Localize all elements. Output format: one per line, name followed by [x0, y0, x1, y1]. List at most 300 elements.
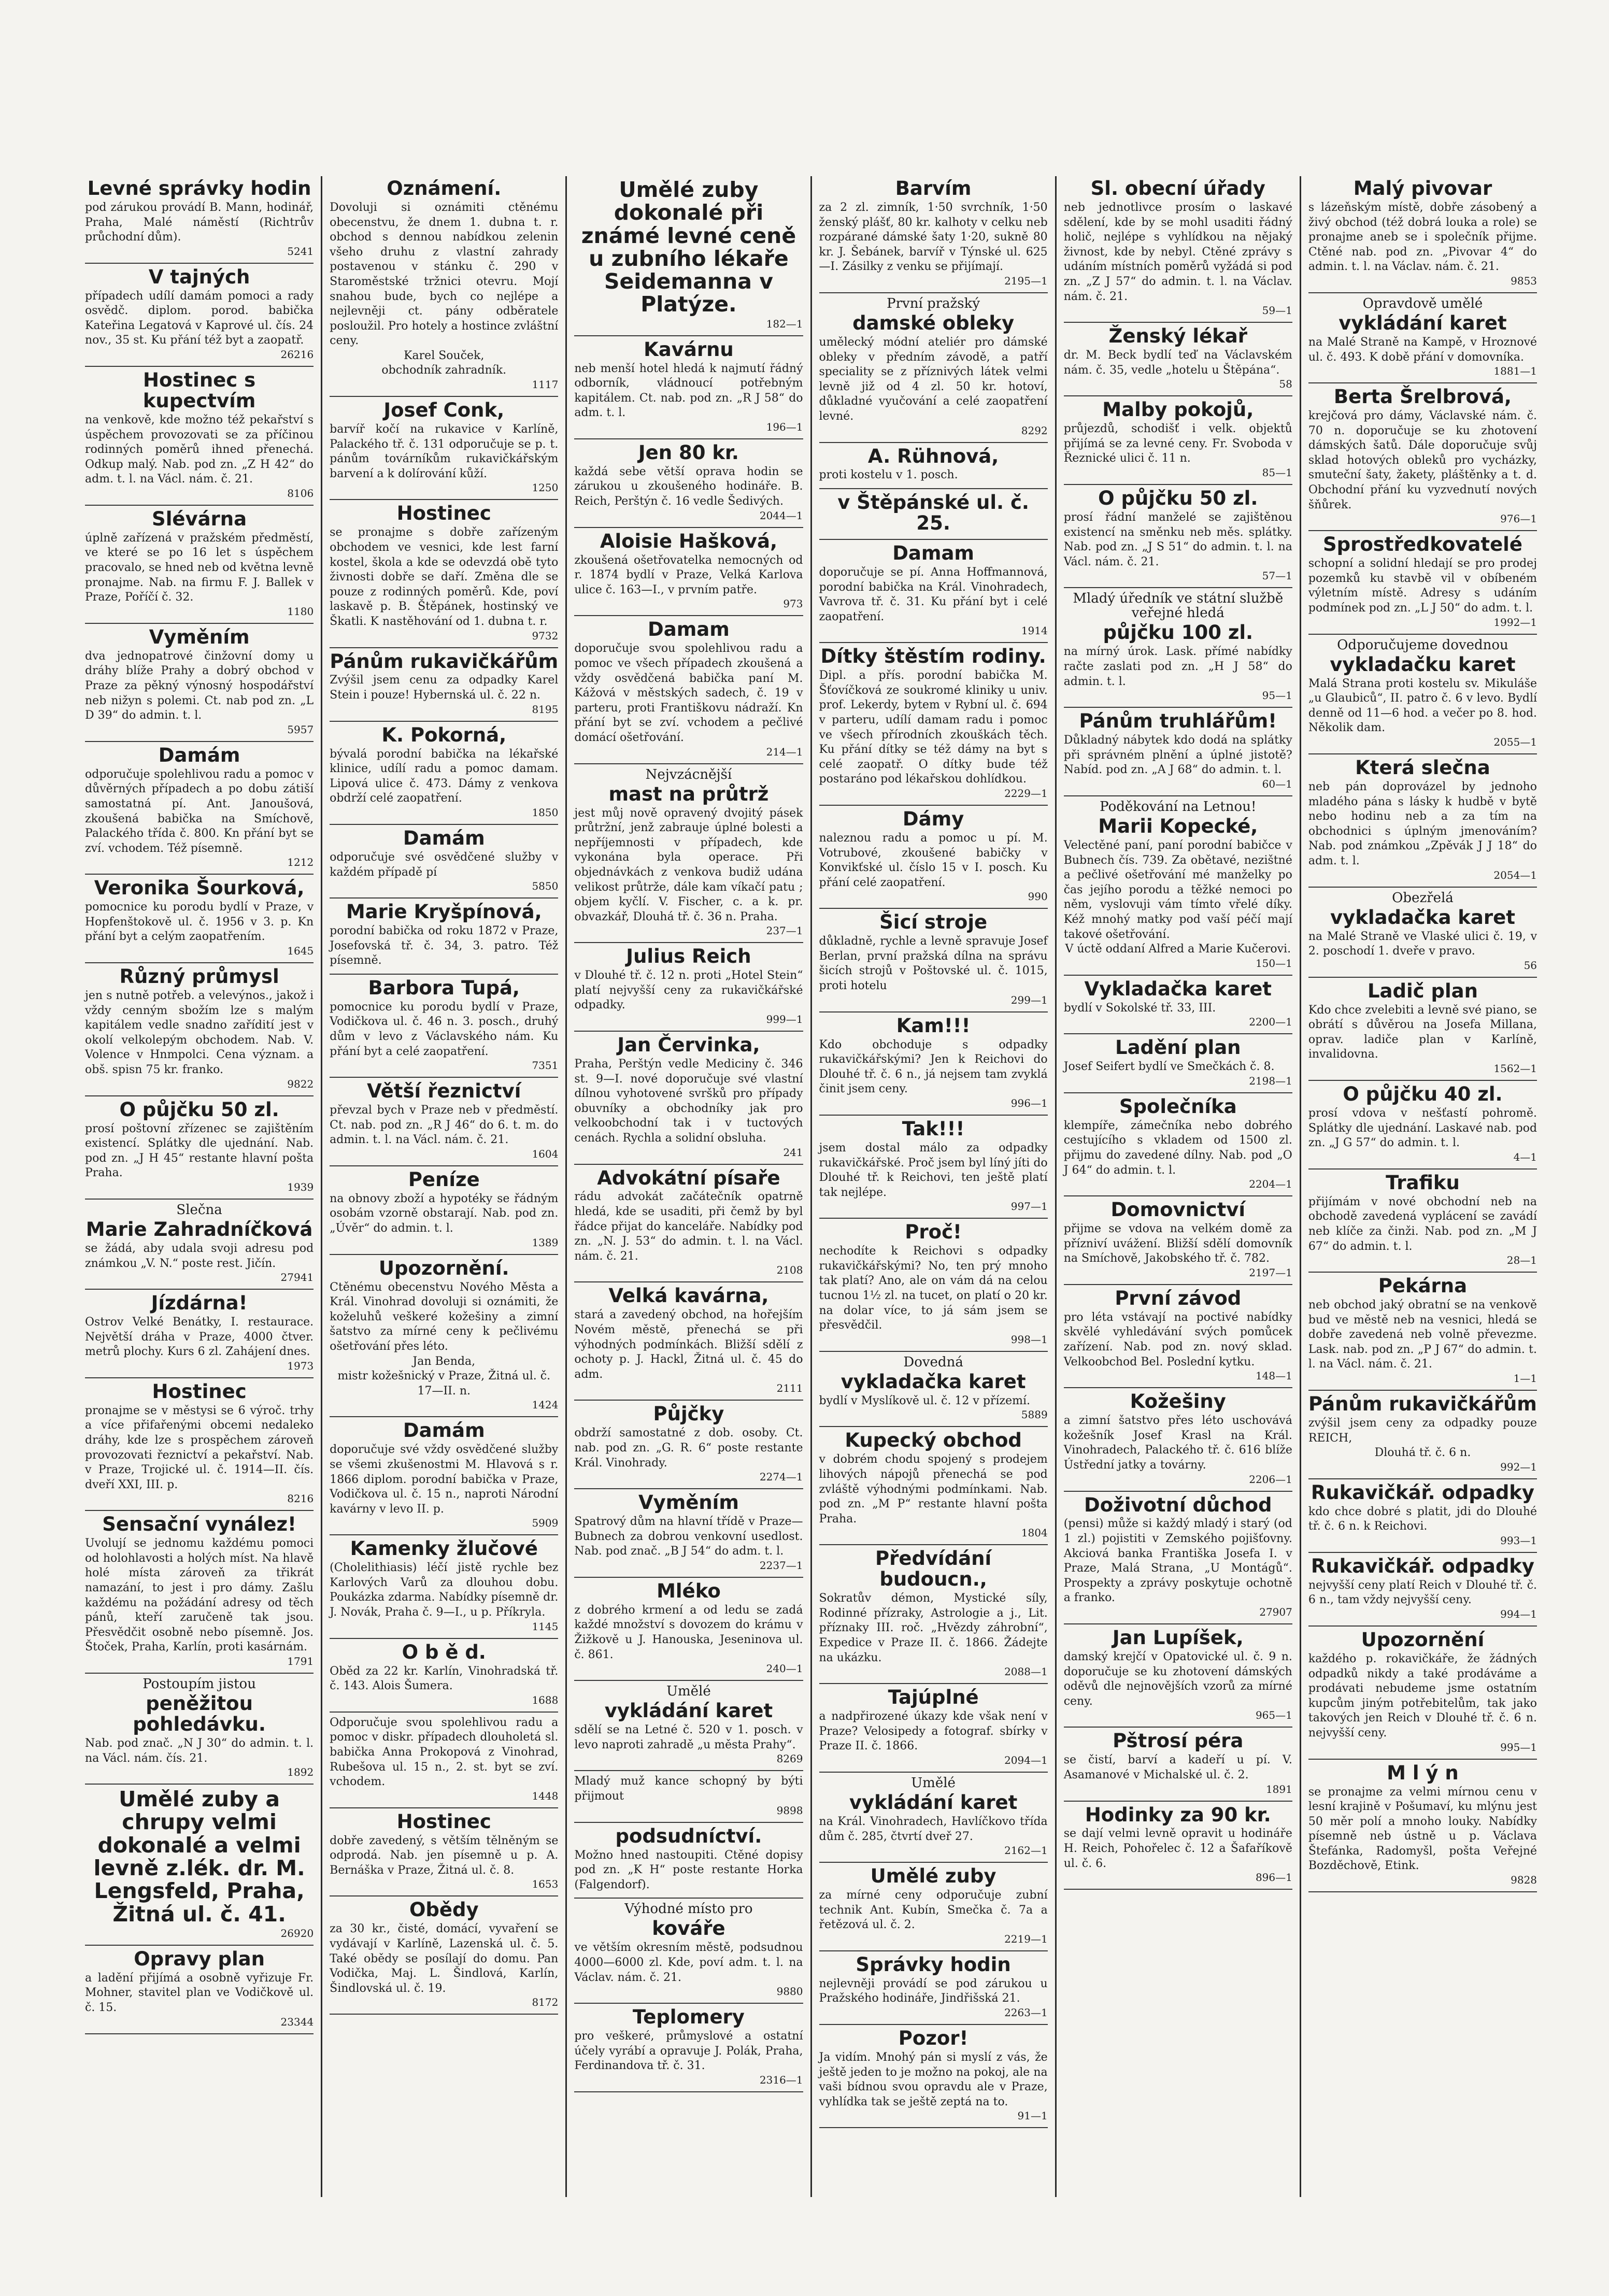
ad-body: proti kostelu v 1. posch. — [819, 468, 958, 482]
classified-ad — [330, 1642, 558, 1706]
classified-ad — [1064, 1037, 1292, 1087]
ad-body: se žádá, aby udala svoji adresu pod známkou „V. N.“ poste rest. Jičín. — [85, 1242, 314, 1270]
ad-divider — [1308, 292, 1537, 293]
ad-divider — [819, 1544, 1048, 1545]
ad-divider — [330, 824, 558, 825]
ad-code: 973 — [783, 597, 803, 610]
ad-heading: Rukavičkář. odpadky — [1311, 1481, 1535, 1504]
ad-code: 26920 — [280, 1927, 314, 1940]
ad-body: na mírný úrok. Lask. přímé nabídky račte zaslati pod zn. „H J 58“ do admin. t. l. — [1063, 645, 1292, 688]
ad-heading: půjčku 100 zl. — [1103, 621, 1254, 644]
ad-body: obdrží samostatné z dob. osoby. Ct. nab. pod zn. „G. R. 6“ poste restante Král. Vinohrady. — [574, 1427, 803, 1470]
ad-code: 995—1 — [1500, 1741, 1537, 1753]
ad-body: na obnovy zboží a hypotéky se řádným osobám vzorně obstarají. Nab. pod zn. „Úvěr“ do admin. t. l. — [330, 1192, 559, 1235]
ad-heading: Společníka — [1119, 1095, 1237, 1118]
ad-code: 1389 — [532, 1236, 559, 1249]
classified-ad — [1064, 1805, 1292, 1884]
ad-heading: Pánům rukavičkářům — [330, 650, 559, 673]
column-3 — [567, 176, 811, 2197]
ad-heading: v Štěpánské ul. č. 25. — [837, 491, 1029, 535]
ad-body: neb jednotlivce prosím o laskavé sdělení, kde by se mohl usaditi řádný holič, nejlépe s vyhlídkou na nějaký živnost, kde by nebyl. Ctěné zprávy s udáním místních poměrů vyžádá si pod zn. „Z J 57“ do admin. t. l. na Václav. nám. č. 21. — [1063, 201, 1292, 303]
column-2 — [322, 176, 567, 2197]
ad-body: na Král. Vinohradech, Havlíčkovo třída dům č. 285, čtvrtí dveř 27. — [819, 1815, 1048, 1843]
ad-heading: Správky hodin — [856, 1953, 1011, 1976]
ad-body: prosí vdova v nešťastí pohromě. Splátky dle ujednání. Laskavé nab. pod zn. „J G 57“ do admin. t. l. — [1308, 1107, 1537, 1150]
ad-code: 27941 — [280, 1271, 314, 1284]
ad-heading: Opravy plan — [134, 1947, 265, 1970]
ad-divider — [819, 488, 1048, 489]
ad-code: 9828 — [1511, 1874, 1537, 1887]
ad-body: z dobrého krmení a od ledu se zadá každé množství s dovozem do krámu v Žižkově u J. Hanouska, Jeseninova ul. č. 861. — [574, 1603, 803, 1661]
ad-code: 999—1 — [766, 1013, 803, 1026]
ad-body: Dipl. a přís. porodní babička M. Šťovíčková ze soukromé kliniky u univ. prof. Lekerdy, bytem v Rybní ul. č. 694 v parteru, udílí damam radu i pomoc ve všech přírodních zkouškách těch. Ku přání dítky se též dámy na byt s celé zaopatř. O dítky bude též postaráno pod lékařskou dohlídkou. — [819, 669, 1048, 786]
ad-divider — [574, 1822, 803, 1823]
ad-code: 976—1 — [1500, 512, 1537, 525]
ad-divider — [1308, 753, 1537, 754]
ad-code: 1688 — [532, 1693, 559, 1706]
classified-ad — [819, 1355, 1048, 1421]
ad-code: 8216 — [287, 1492, 314, 1505]
ad-heading: kováře — [652, 1917, 725, 1940]
ad-heading: Kam!!! — [896, 1014, 971, 1037]
ad-code: 994—1 — [1500, 1608, 1537, 1621]
ad-code: 998—1 — [1010, 1333, 1048, 1346]
classified-ad — [330, 1716, 558, 1802]
classified-ad — [330, 1420, 558, 1529]
ad-heading: O půjčku 50 zl. — [119, 1098, 279, 1121]
ad-body: Velectěné paní, paní porodní babičce v Bubnech čís. 739. Za obětavé, nezištné a pečlivé ošetřování mé manželky po čas jejího porodu a těžké nemoci po něm, vyslovuji vám tímto vřelé díky. Kéž mnohý matky pod vaší péčí mají takové ošetřování. — [1063, 838, 1292, 941]
ad-body: na Malé Straně ve Vlaské ulici č. 19, v 2. poschodí 1. dveře v pravo. — [1308, 930, 1537, 958]
classified-ad — [574, 1684, 803, 1765]
ad-heading: V tajných — [148, 265, 250, 288]
ad-kicker: Opravdově umělé — [1362, 295, 1483, 311]
ad-code: 5889 — [1021, 1408, 1048, 1421]
ad-divider — [1308, 1390, 1537, 1391]
ad-divider — [574, 1898, 803, 1899]
ad-kicker: Výhodné místo pro — [624, 1901, 753, 1917]
ad-code: 9898 — [776, 1804, 803, 1817]
ad-heading: Slévárna — [152, 507, 247, 530]
ad-heading: Pánům rukavičkářům — [1308, 1393, 1537, 1416]
ad-code: 8269 — [776, 1752, 803, 1765]
classified-ad — [330, 400, 558, 494]
ad-divider — [574, 1031, 803, 1032]
classified-ad — [1308, 1084, 1537, 1163]
ad-divider — [1308, 1552, 1537, 1553]
ad-heading: Josef Conk, — [383, 399, 505, 422]
ad-heading: Pekárna — [1378, 1275, 1468, 1297]
ad-code: 150—1 — [1255, 957, 1292, 969]
ad-body: průjezdů, schodišť i velk. objektů přijímá se za levné ceny. Fr. Svoboda v Řeznické ulici č. 11 n. — [1063, 422, 1292, 465]
ad-heading: vykladačku karet — [1330, 653, 1516, 676]
ad-heading: O b ě d. — [402, 1641, 486, 1663]
ad-divider — [1064, 1284, 1292, 1285]
ad-heading: Mléko — [657, 1579, 721, 1602]
classified-ad — [819, 1548, 1048, 1678]
ad-body: se čistí, barví a kadeří u pí. V. Asamanové v Michalské ul. č. 2. — [1063, 1753, 1292, 1781]
classified-ad — [1064, 1288, 1292, 1382]
ad-heading: Tak!!! — [902, 1117, 965, 1140]
ad-divider — [1064, 1727, 1292, 1728]
ad-heading: Teplomery — [632, 2006, 745, 2029]
ad-heading: vykladačka karet — [841, 1370, 1026, 1393]
ad-code: 5850 — [532, 880, 559, 893]
ad-heading: Upozornění — [1361, 1629, 1485, 1651]
ad-kicker: Obezřelá — [1392, 890, 1454, 906]
ad-body: se dají velmi levně opravit u hodináře H. Reich, Pohořelec č. 12 a Šafaříkově ul. č. 6. — [1063, 1827, 1292, 1870]
newspaper-page — [78, 176, 1544, 2197]
ad-divider — [574, 527, 803, 528]
ad-body: jest můj nově opravený dvojitý pásek průtržní, jenž zabrauje úplné bolesti a nepříjemnosti v případech, kde vykonána byla operace. Při objednávkách z venkova budiž udána velikost průtrže, dále kam víkačí patu ; objem kyčlí. V. Fischer, c. a k. pr. obvazkář, Dlouhá tř. č. 36 n. Praha. — [574, 806, 803, 923]
ad-body: nejvyšší ceny platí Reich v Dlouhé tř. č. 6 n., tam vždy nejvyšší ceny. — [1308, 1578, 1537, 1607]
ad-divider — [574, 1281, 803, 1282]
classified-ad — [819, 543, 1048, 637]
ad-heading: Obědy — [409, 1899, 479, 1921]
ad-heading: Hodinky za 90 kr. — [1085, 1803, 1271, 1826]
ad-divider — [819, 1862, 1048, 1863]
ad-footer: mistr kožešnický v Praze, Žitná ul. č. 17—II. n. — [337, 1370, 551, 1397]
ad-body: pro veškeré, průmyslové a ostatní účely vyrábí a opravuje J. Polák, Praha, Ferdinandova tř. č. 31. — [574, 2030, 803, 2073]
ad-divider — [1064, 975, 1292, 976]
ad-code: 23344 — [280, 2015, 314, 2028]
ad-heading: Jan Červinka, — [617, 1034, 760, 1057]
ad-code: 9732 — [532, 629, 559, 642]
ad-code: 56 — [1523, 959, 1537, 972]
ad-heading: A. Rühnová, — [867, 445, 999, 467]
ad-code: 60—1 — [1262, 777, 1292, 790]
ad-code: 237—1 — [766, 924, 803, 937]
ad-divider — [574, 1770, 803, 1771]
classified-ad — [819, 1776, 1048, 1857]
ad-body: neb obchod jaký obratní se na venkově bud ve městě neb na vesnici, hledá se dobře zavedená neb volně převezme. Lask. nab. pod zn. „P J 67“ do admin. t. l. na Václ. nám. č. 21. — [1308, 1299, 1537, 1371]
ad-divider — [819, 1950, 1048, 1951]
classified-ad — [819, 1222, 1048, 1346]
ad-divider — [85, 2033, 314, 2034]
ad-body: Mladý muž kance schopný by býti přijmout — [574, 1775, 803, 1803]
ad-code: 8172 — [532, 1996, 559, 2009]
classified-ad — [1064, 488, 1292, 582]
ad-body: každého p. rokavičkáře, že žádných odpadků nikdy a také prodáváme a prodávati nebudeme jsme ostatním kupcům jiným potřebitelům, tak jako takových jen Reich v Dlouhé tř. č. 6 n. nejvyšší ceny. — [1308, 1652, 1537, 1739]
classified-ad — [85, 1788, 314, 1940]
ad-code: 2263—1 — [1004, 2006, 1048, 2019]
ad-divider — [85, 263, 314, 264]
classified-ad — [1308, 296, 1537, 377]
ad-body: a zimní šatstvo přes léto uschovává kožešník Josef Krasl na Král. Vinohradech, Palackého tř. č. 616 blíže Ústřední jatky a továrny. — [1063, 1414, 1292, 1472]
classified-ad — [330, 902, 558, 968]
ad-kicker: Poděkování na Letnou! — [1100, 798, 1257, 815]
ad-body: doporučuje své vždy osvědčené služby se všemi zkušenostmi M. Hlavová s r. 1866 diplom. porodní babička v Praze, Vodičkova ul. č. 15 n., naproti Národní kavárny v levo II. p. — [330, 1443, 559, 1516]
ad-heading: Barbora Tupá, — [368, 976, 520, 999]
classified-ad — [574, 946, 803, 1025]
classified-ad — [574, 1826, 803, 1893]
classified-ad — [330, 1538, 558, 1632]
ad-body: doporučuje se pí. Anna Hoffmannová, porodní babička na Král. Vinohradech, Vavrova tř. č. 31. Ku přání byt i celé zaopatření. — [819, 565, 1048, 623]
ad-code: 997—1 — [1010, 1200, 1048, 1213]
ad-body: nechodíte k Reichovi s odpadky rukavičkářskými? No, ten prý mnoho tak platí? Ano, ale on vám dá na celou tucnou 1½ zl. na tucet, on platí o 20 kr. na dolar více, to já sám jsem se přesvědčil. — [819, 1245, 1048, 1332]
ad-code: 2054—1 — [1493, 868, 1537, 881]
ad-divider — [330, 1638, 558, 1639]
ad-body: se pronajme s dobře zařízeným obchodem ve vesnici, kde lest farní kostel, škola a kde se odevzdá obě tyto živnosti dobře se daří. Změna dle se pouze z rodinných poměrů. Kde, poví laskavě p. B. Štěpánek, hostinský ve Škatli. K nastěhování od 1. dubna t. r. — [330, 526, 559, 628]
ad-heading: Advokátní písaře — [597, 1166, 780, 1189]
classified-ad — [85, 1293, 314, 1372]
ad-code: 196—1 — [766, 420, 803, 433]
ad-divider — [819, 908, 1048, 909]
ad-divider — [330, 1077, 558, 1078]
classified-ad — [1064, 1628, 1292, 1721]
ad-body: ve větším okresním městě, podsudnou 4000—6000 zl. Kde, poví adm. t. l. na Václav. nám. č. 21. — [574, 1941, 803, 1984]
ad-body: za 30 kr., čisté, domácí, vyvaření se vydávají v Karlíně, Lazenská ul. č. 5. Také obědy se posílají do domu. Pan Vodička, Maj. L. Šindlová, Karlín, Šindlovská ul. č. 19. — [330, 1922, 559, 1995]
ad-body: v Dlouhé tř. č. 12 n. proti „Hotel Stein“ platí nejvyšší ceny za rukavičkářské odpadky. — [574, 969, 803, 1012]
ad-body: Oběd za 22 kr. Karlín, Vinohradská tř. č. 143. Alois Šumera. — [330, 1664, 559, 1693]
ad-footer: obchodník zahradník. — [381, 364, 507, 377]
ad-body: prosí řádní manželé se zajištěnou existencí na směnku neb měs. splátky. Nab. pod zn. „J S 51“ do admin. t. l. na Václ. nám. č. 21. — [1063, 510, 1292, 568]
ad-body: a ladění přijímá a osobně vyřizuje Fr. Mohner, stavitel plan ve Vodičkově ul. č. 15. — [85, 1971, 314, 2014]
ad-heading: Hostinec — [396, 1810, 491, 1833]
classified-ad — [1308, 891, 1537, 972]
ad-code: 965—1 — [1255, 1709, 1292, 1722]
classified-ad — [85, 1514, 314, 1667]
classified-ad — [574, 1492, 803, 1572]
ad-heading: Různý průmysl — [119, 965, 279, 988]
ad-code: 992—1 — [1500, 1460, 1537, 1473]
classified-ad — [330, 1081, 558, 1160]
ad-kicker: Umělé — [666, 1684, 711, 1700]
ad-divider — [330, 1165, 558, 1166]
ad-code: 990 — [1028, 890, 1048, 903]
ad-code: 5241 — [287, 245, 314, 258]
ad-divider — [1064, 395, 1292, 396]
ad-body: krejčová pro dámy, Václavské nám. č. 70 n. doporučuje se ku zhotovení dámských šatů. Dále doporučuje svůj sklad hotových obleků pro vycházky, smuteční šaty, žakety, pláštěnky a t. d. Obchodní přání ku vyzvednutí nových šňůrek. — [1308, 409, 1537, 511]
ad-heading: O půjčku 40 zl. — [1343, 1083, 1503, 1106]
ad-heading: Hostinec s kupectvím — [143, 369, 256, 412]
ad-divider — [819, 292, 1048, 293]
ad-divider — [819, 1115, 1048, 1116]
ad-divider — [330, 499, 558, 500]
ad-body: jen s nutně potřeb. a velevýnos., jakož i vždy cenným sbožím lze s malým kapitálem vedle snadno zařídití jest v okolí velkolepým obchodem. Nab. V. Volence v Hnmpolci. Cena význam. a obš. spisn 75 kr. franko. — [85, 989, 314, 1076]
ad-divider — [85, 623, 314, 624]
classified-ad — [330, 651, 558, 716]
classified-ad — [1308, 178, 1537, 287]
ad-divider — [1064, 484, 1292, 485]
ad-body: Možno hned nastoupiti. Ctěné dopisy pod zn. „K H“ poste restante Horka (Falgendorf). — [574, 1848, 803, 1891]
ad-code: 2108 — [776, 1264, 803, 1277]
ad-body: přijme se vdova na velkém domě za přízniví uvážení. Bližší sdělí domovník na Smíchově, Jakobského tř. č. 782. — [1063, 1222, 1292, 1265]
ad-body: odporučuje své osvědčené služby v každém případě pí — [330, 850, 559, 879]
classified-ad — [819, 1430, 1048, 1539]
ad-code: 896—1 — [1255, 1871, 1292, 1884]
ad-divider — [574, 942, 803, 943]
ad-heading: Sensační vynález! — [102, 1513, 296, 1536]
column-6 — [1301, 176, 1544, 2197]
ad-heading: Umělé zuby dokonalé při známé levné ceně u zubního lékaře Seidemanna v Platýze. — [581, 177, 796, 317]
ad-body: Praha, Perštýn vedle Mediciny č. 346 st. 9—I. nové doporučuje své vlastní dílnou vyhotovené svršků pro případy obuvníky a obchodníky jak pro velkoobchodní tak i v tuctových cenách. Rychla a solidní obsluha. — [574, 1057, 803, 1145]
classified-ad — [330, 1812, 558, 1891]
ad-heading: Hostinec — [396, 502, 491, 525]
ad-divider — [574, 1577, 803, 1578]
ad-code: 9880 — [776, 1985, 803, 1998]
ad-heading: Vyměním — [149, 625, 250, 648]
classified-ad — [574, 531, 803, 610]
ad-divider — [1064, 1491, 1292, 1492]
ad-code: 5957 — [287, 723, 314, 736]
ad-body: Kdo chce zvelebiti a levně své piano, se obrátí s důvěrou na Josefa Millana, oprav. ladiče plan v Karlíně, invalidovna. — [1308, 1003, 1537, 1061]
classified-ad — [574, 1581, 803, 1675]
ad-body: s lázeňským místě, dobře zásobený a živý obchod (též dobrá louka a role) se pronajme aneb se i společník přijme. Ctěné nab. pod zn. „Pivovar 4“ do admin. t. l. na Václav. nám. č. 21. — [1308, 201, 1537, 274]
ad-heading: Hostinec — [152, 1380, 247, 1403]
classified-ad — [1308, 1276, 1537, 1385]
ad-divider — [1064, 1387, 1292, 1388]
ad-heading: O půjčku 50 zl. — [1098, 487, 1258, 509]
classified-ad — [574, 178, 803, 330]
ad-heading: Jan Lupíšek, — [1112, 1627, 1244, 1649]
ad-code: 2274—1 — [759, 1471, 803, 1484]
ad-divider — [1064, 795, 1292, 796]
ad-divider — [1308, 1625, 1537, 1627]
ad-divider — [819, 1772, 1048, 1773]
classified-ad — [85, 509, 314, 618]
ad-divider — [1308, 382, 1537, 383]
ad-divider — [85, 505, 314, 506]
classified-ad — [819, 2028, 1048, 2122]
ad-code: 8195 — [532, 703, 559, 716]
classified-ad — [1064, 591, 1292, 702]
classified-ad — [330, 725, 558, 819]
classified-ad — [1064, 1391, 1292, 1485]
ad-code: 58 — [1279, 378, 1292, 391]
ad-heading: Julius Reich — [626, 945, 751, 968]
ad-divider — [85, 366, 314, 367]
classified-ad — [330, 1170, 558, 1249]
ad-body: Důkladný nábytek kdo dodá na splátky při správném plnění a úplné jistotě? Nabíd. pod zn. „A J 68“ do admin. t. l. — [1063, 734, 1292, 777]
ad-divider — [330, 1895, 558, 1896]
ad-divider — [574, 1680, 803, 1681]
ad-body: pro léta vstávají na poctivé nabídky skvělé vyhledávání svých pomůcek zařízení. Nab. pod zn. nový sklad. Velkoobchod Bel. Poslední kytku. — [1063, 1310, 1292, 1368]
classified-ad — [1308, 1173, 1537, 1266]
ad-code: 28—1 — [1506, 1254, 1537, 1267]
ad-divider — [819, 442, 1048, 443]
ad-code: 1881—1 — [1493, 365, 1537, 378]
classified-ad — [85, 370, 314, 500]
ad-divider — [1064, 707, 1292, 708]
ad-body: důkladně, rychle a levně spravuje Josef Berlan, první pražská dílna na správu šicích strojů v Poštovské ul. č. 1015, proti hotelu — [819, 935, 1048, 993]
classified-ad — [1308, 981, 1537, 1075]
ad-divider — [1308, 1272, 1537, 1273]
ad-divider — [819, 805, 1048, 806]
ad-heading: Větší řeznictví — [367, 1080, 521, 1103]
ad-code: 27907 — [1259, 1606, 1292, 1619]
ad-divider — [1308, 530, 1537, 531]
ad-body: Kdo obchoduje s odpadky rukavičkářskými? Jen k Reichovi do Dlouhé tř. č. 6 n., já nejsem tam zvyklá činit jsem ceny. — [819, 1038, 1048, 1096]
ad-body: odporučuje spolehlivou radu a pomoc v důvěrných případech a po dobu zátiší samostatná pí. Ant. Janoušová, zkoušená babička na Smíchově, Palackého třída č. 800. Kn přání byt se zví. vchodem. Též písemně. — [85, 767, 314, 855]
ad-divider — [330, 1416, 558, 1417]
classified-ad — [330, 503, 558, 641]
classified-ad — [1064, 711, 1292, 790]
classified-ad — [1064, 1495, 1292, 1619]
ad-heading: Damam — [892, 541, 974, 564]
ad-divider — [574, 615, 803, 616]
ad-divider — [85, 1095, 314, 1096]
ad-code: 8292 — [1021, 424, 1048, 437]
classified-ad — [574, 1902, 803, 1998]
ad-heading: Která slečna — [1355, 756, 1490, 779]
ad-heading: podsudníctví. — [615, 1824, 762, 1847]
ad-divider — [1064, 1092, 1292, 1093]
ad-body: Dovoluji si oznámiti ctěnému obecenstvu, že dnem 1. dubna t. r. obchod s dennou nabídkou zelenin všeho druhu z vlastní zahrady postavenou v stánku č. 290 v Staroměstské tržnici otevru. Mojí snahou bude, bych co nejlépe a nejlevněji ct. pány odběratele posloužil. Pro hotely a hostince zvláštní ceny. — [330, 201, 559, 348]
ad-heading: Jen 80 kr. — [638, 441, 739, 464]
ad-body: nejlevněji provádí se pod zárukou u Pražského hodináře, Jindřišská 21. — [819, 1977, 1048, 2005]
ad-divider — [1064, 587, 1292, 588]
ad-body: dobře zavedený, s větším tělněným se odprodá. Nab. jen písemně u p. A. Bernáška v Praze, Žitná ul. č. 8. — [330, 1834, 559, 1877]
ad-code: 95—1 — [1262, 689, 1292, 702]
ad-code: 2237—1 — [759, 1559, 803, 1572]
classified-ad — [85, 1203, 314, 1284]
ad-code: 1—1 — [1513, 1372, 1537, 1385]
ad-body: každá sebe větší oprava hodin se zárukou u zkoušeného hodináře. B. Reich, Perštýn č. 16 vedle Šedivých. — [574, 465, 803, 508]
ad-heading: Jízdárna! — [151, 1292, 248, 1315]
classified-ad — [574, 1404, 803, 1483]
classified-ad — [85, 1677, 314, 1778]
ad-heading: Kupecký obchod — [845, 1429, 1022, 1452]
ad-body: barvíř kočí na rukavice v Karlíně, Palackého tř. č. 131 odporučuje se p. t. pánům továrníkům rukavičkářským barvení a k dolírování kůží. — [330, 423, 559, 480]
ad-body: pomocnice ku porodu bydlí v Praze, v Hopfenštokově ul. č. 1956 v 3. p. Kn přání byt a celým zaopatřením. — [85, 901, 314, 944]
ad-divider — [1308, 1759, 1537, 1760]
ad-kicker: Dovedná — [903, 1354, 963, 1370]
ad-code: 1804 — [1021, 1527, 1048, 1539]
classified-ad — [85, 745, 314, 869]
classified-ad — [819, 1955, 1048, 2019]
ad-body: Ctěnému obecenstvu Nového Města a Král. Vinohrad dovoluji si oznámiti, že koželuhů veškeré kožešiny a zimní šatstvo za mírné ceny k pečlivému ošetřování přes léto. — [330, 1280, 559, 1353]
ad-divider — [330, 396, 558, 397]
ad-code: 9853 — [1511, 274, 1537, 287]
ad-code: 1145 — [532, 1620, 559, 1633]
ad-body: pomocnice ku porodu bydlí v Praze, Vodičkova ul. č. 46 n. 3. posch., druhý dům v levo z Václavského nám. Ku přání byt a celé zaopatření. — [330, 1000, 559, 1058]
ad-heading: Velká kavárna, — [608, 1285, 769, 1307]
ad-code: 8106 — [287, 487, 314, 500]
ad-divider — [1308, 1080, 1537, 1081]
ad-kicker: Postoupím jistou — [143, 1676, 256, 1692]
ad-kicker: Mladý úředník ve státní službě veřejné hledá — [1073, 591, 1284, 621]
ad-divider — [1308, 1168, 1537, 1170]
ad-heading: Barvím — [895, 177, 972, 199]
classified-ad — [574, 619, 803, 758]
ad-heading: Dítky štěstím rodiny. — [820, 645, 1046, 668]
classified-ad — [574, 339, 803, 433]
ad-kicker: Umělé — [911, 1775, 956, 1791]
ad-code: 1914 — [1021, 624, 1048, 637]
classified-ad — [819, 646, 1048, 800]
ad-body: bývalá porodní babička na lékařské klinice, udílí radu a pomoc damam. Lipová ulice č. 473. Dámy z venkova obdrží celé zaopatření. — [330, 747, 559, 805]
ad-heading: Ladič plan — [1367, 979, 1478, 1002]
ad-divider — [1308, 887, 1537, 888]
ad-divider — [819, 2024, 1048, 2025]
ad-heading: Sprostředkovatelé — [1322, 533, 1522, 556]
ad-divider — [330, 1254, 558, 1255]
ad-kicker: Nejvzácnější — [645, 766, 732, 782]
ad-heading: Vyměním — [638, 1491, 739, 1514]
ad-heading: vykládání karet — [849, 1791, 1018, 1814]
ad-code: 1850 — [532, 806, 559, 819]
ad-code: 2204—1 — [1249, 1178, 1292, 1191]
ad-heading: Umělé zuby a chrupy velmi dokonalé a velmi levně z.lék. dr. M. Lengsfeld, Praha, Žitná ul. č. 41. — [93, 1787, 305, 1927]
classified-ad — [1308, 758, 1537, 881]
classified-ad — [85, 1381, 314, 1505]
ad-heading: Sl. obecní úřady — [1090, 177, 1265, 199]
classified-ad — [85, 267, 314, 361]
classified-ad — [85, 627, 314, 736]
classified-ad — [85, 966, 314, 1090]
ad-divider — [574, 1164, 803, 1165]
ad-heading: Aloisie Hašková, — [600, 530, 778, 552]
